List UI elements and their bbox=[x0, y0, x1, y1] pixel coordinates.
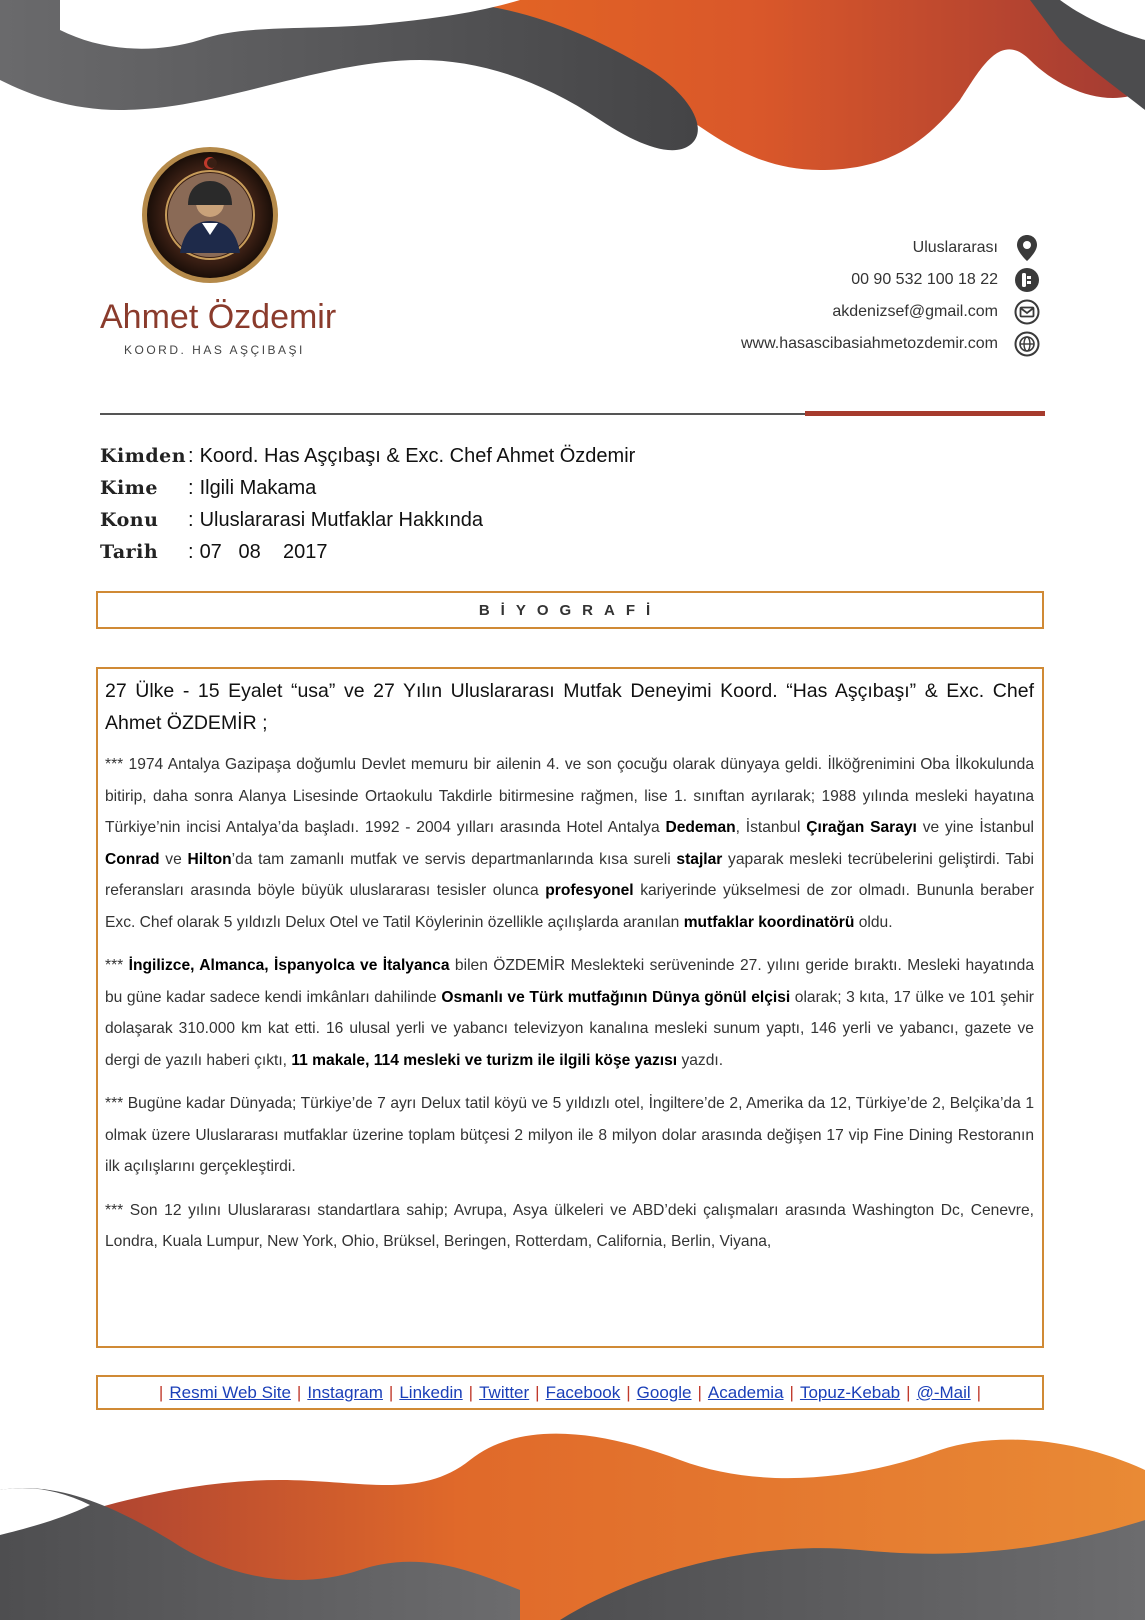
mail-icon bbox=[1014, 299, 1040, 325]
meta-from-label: Kimden bbox=[100, 445, 187, 467]
link-separator: | bbox=[789, 1382, 794, 1402]
text-span: yazdı. bbox=[677, 1051, 724, 1069]
text-span: ve yine İstanbul bbox=[916, 819, 1034, 836]
text-span: ve bbox=[159, 850, 188, 868]
chef-portrait-seal-icon bbox=[140, 145, 280, 285]
meta-from-value: Koord. Has Aşçıbaşı & Exc. Chef Ahmet Özdemir bbox=[199, 445, 636, 467]
text-span: bilen ÖZDEMİR Meslekteki serüveninde 27. yılını geride bıraktı. Mesleki hayatında bu güne kadar sadece kendi imkânları dahilinde bbox=[105, 957, 1034, 1006]
meta-subject bbox=[100, 509, 635, 541]
biography-paragraph-3: *** Bugüne kadar Dünyada; Türkiye’de 7 ayrı Delux tatil köyü ve 5 yıldızlı otel, İngiltere’de 2, Amerika da 12, Türkiye’de 2, Belçika’da 1 olmak üzere Uluslararası mutfaklar üzerine toplam bütçesi 2 milyon ile 8 milyon dolar arasında değişen 17 vip Fine Dining Restoranın ilk açılışlarını gerçekleştirdi. bbox=[105, 1095, 1034, 1175]
link-google[interactable]: Google bbox=[636, 1382, 692, 1402]
biography-paragraph-1 bbox=[105, 749, 1034, 938]
text-span: , İstanbul bbox=[735, 819, 807, 836]
emphasis: Dedeman bbox=[665, 819, 736, 836]
meta-date bbox=[100, 541, 635, 573]
link-linkedin[interactable]: Linkedin bbox=[399, 1382, 463, 1402]
text-span: *** bbox=[105, 957, 129, 974]
link-separator: | bbox=[697, 1382, 702, 1402]
meta-subject-value: Uluslararasi Mutfaklar Hakkında bbox=[199, 509, 483, 531]
meta-to-value: Ilgili Makama bbox=[199, 477, 317, 499]
emphasis: Osmanlı ve Türk mutfağının Dünya gönül elçisi bbox=[441, 988, 791, 1006]
meta-separator: : bbox=[188, 541, 194, 563]
link-instagram[interactable]: Instagram bbox=[307, 1382, 383, 1402]
link-separator: | bbox=[626, 1382, 631, 1402]
emphasis: mutfaklar koordinatörü bbox=[683, 913, 855, 931]
biography-headline: 27 Ülke - 15 Eyalet “usa” ve 27 Yılın Uluslararası Mutfak Deneyimi Koord. “Has Aşçıbaşı” & Exc. Chef Ahmet ÖZDEMİR ; bbox=[105, 680, 1034, 734]
text-span: oldu. bbox=[854, 913, 893, 931]
contact-phone-text: 00 90 532 100 18 22 bbox=[851, 270, 998, 288]
emphasis: 11 makale, 114 mesleki ve turizm ile ilgili köşe yazısı bbox=[291, 1051, 678, 1069]
emphasis: Çırağan Sarayı bbox=[806, 819, 917, 836]
phone-icon bbox=[1014, 267, 1040, 293]
section-title-box bbox=[96, 591, 1044, 629]
bottom-wave-decoration bbox=[0, 1420, 1145, 1620]
globe-icon bbox=[1014, 331, 1040, 357]
biography-content bbox=[96, 667, 1044, 1348]
contact-website-text: www.hasascibasiahmetozdemir.com bbox=[741, 334, 998, 352]
text-span: kariyerinde yükselmesi de zor olmadı. Bununla beraber Exc. Chef olarak 5 yıldızlı Delux Otel ve Tatil Köylerinin özellikle açılışlarda aranılan bbox=[105, 882, 1035, 931]
biography-paragraph-2 bbox=[105, 950, 1034, 1076]
link-facebook[interactable]: Facebook bbox=[545, 1382, 621, 1402]
biography-paragraph-4: *** Son 12 yılını Uluslararası standartlara sahip; Avrupa, Asya ülkeleri ve ABD’deki çalışmaları arasında Washington Dc, Cenevre, Londra, Kuala Lumpur, New York, Ohio, Brüksel, Beringen, Rotterdam, California, Berlin, Viyana, bbox=[105, 1201, 1034, 1250]
contact-location-text: Uluslararası bbox=[912, 238, 998, 256]
contact-email bbox=[620, 296, 1040, 327]
location-pin-icon bbox=[1014, 235, 1040, 261]
footer-links bbox=[96, 1375, 1044, 1410]
contact-email-text: akdenizsef@gmail.com bbox=[832, 302, 998, 320]
link-separator: | bbox=[906, 1382, 911, 1402]
link-separator: | bbox=[468, 1382, 474, 1402]
contact-location bbox=[620, 232, 1040, 263]
meta-from bbox=[100, 445, 635, 477]
link-email[interactable]: @-Mail bbox=[916, 1382, 971, 1402]
contact-phone bbox=[620, 264, 1040, 295]
meta-subject-label: Konu bbox=[100, 509, 159, 531]
header-divider-accent bbox=[805, 411, 1045, 416]
link-separator: | bbox=[535, 1382, 540, 1402]
brand-subtitle: KOORD. HAS AŞÇIBAŞI bbox=[124, 343, 305, 357]
letter-meta bbox=[100, 445, 635, 573]
header-divider bbox=[100, 413, 805, 415]
link-separator: | bbox=[976, 1382, 982, 1402]
brand-name: Ahmet Özdemir bbox=[100, 298, 337, 336]
section-title: BİYOGRAFİ bbox=[478, 601, 662, 619]
link-twitter[interactable]: Twitter bbox=[479, 1382, 530, 1402]
meta-separator: : bbox=[188, 445, 194, 467]
text-span: yaparak mesleki tecrübelerini geliştirdi. Tabi referansları arasında böyle büyük uluslararası tesisler olunca bbox=[105, 850, 1034, 899]
emphasis: profesyonel bbox=[545, 882, 634, 899]
link-separator: | bbox=[388, 1382, 394, 1402]
emphasis: Conrad bbox=[105, 850, 160, 868]
meta-to bbox=[100, 477, 635, 509]
meta-date-label: Tarih bbox=[100, 541, 159, 563]
meta-separator: : bbox=[188, 477, 194, 499]
text-span: *** 1974 Antalya Gazipaşa doğumlu Devlet memuru bir ailenin 4. ve son çocuğu olarak dünyaya geldi. İlköğrenimini Oba İlkokulunda bitirip, daha sonra Alanya Lisesinde Ortaokulu Takdirle bitirmesine rağmen, lise 1. sınıftan ayrılarak; 1988 yılında mesleki hayatına Türkiye’nin incisi Antalya’da başladı. 1992 - 2004 yılları arasında Hotel Antalya bbox=[105, 756, 1034, 836]
meta-separator: : bbox=[188, 509, 194, 531]
meta-date-value: 07 08 2017 bbox=[199, 541, 328, 563]
text-span: olarak; 3 kıta, 17 ülke ve 101 şehir dolaşarak 310.000 km kat etti. 16 ulusal yerli ve yabancı televizyon kanalına mesleki sunum yaptı, 146 yerli ve yabancı, gazete ve dergi de yazılı haberi çıktı, bbox=[105, 988, 1034, 1069]
link-separator: | bbox=[296, 1382, 302, 1402]
contact-block bbox=[620, 232, 1040, 360]
link-academia[interactable]: Academia bbox=[707, 1382, 784, 1402]
link-official-website[interactable]: Resmi Web Site bbox=[169, 1382, 291, 1402]
emphasis: Hilton bbox=[187, 850, 232, 868]
text-span: ’da tam zamanlı mutfak ve servis departmanlarında kısa sureli bbox=[231, 850, 677, 868]
meta-to-label: Kime bbox=[100, 477, 158, 499]
emphasis: İngilizce, Almanca, İspanyolca ve İtalyanca bbox=[128, 957, 450, 974]
emphasis: stajlar bbox=[676, 850, 723, 868]
link-topuz-kebab[interactable]: Topuz-Kebab bbox=[799, 1382, 901, 1402]
contact-website bbox=[620, 328, 1040, 359]
link-separator: | bbox=[158, 1382, 164, 1402]
